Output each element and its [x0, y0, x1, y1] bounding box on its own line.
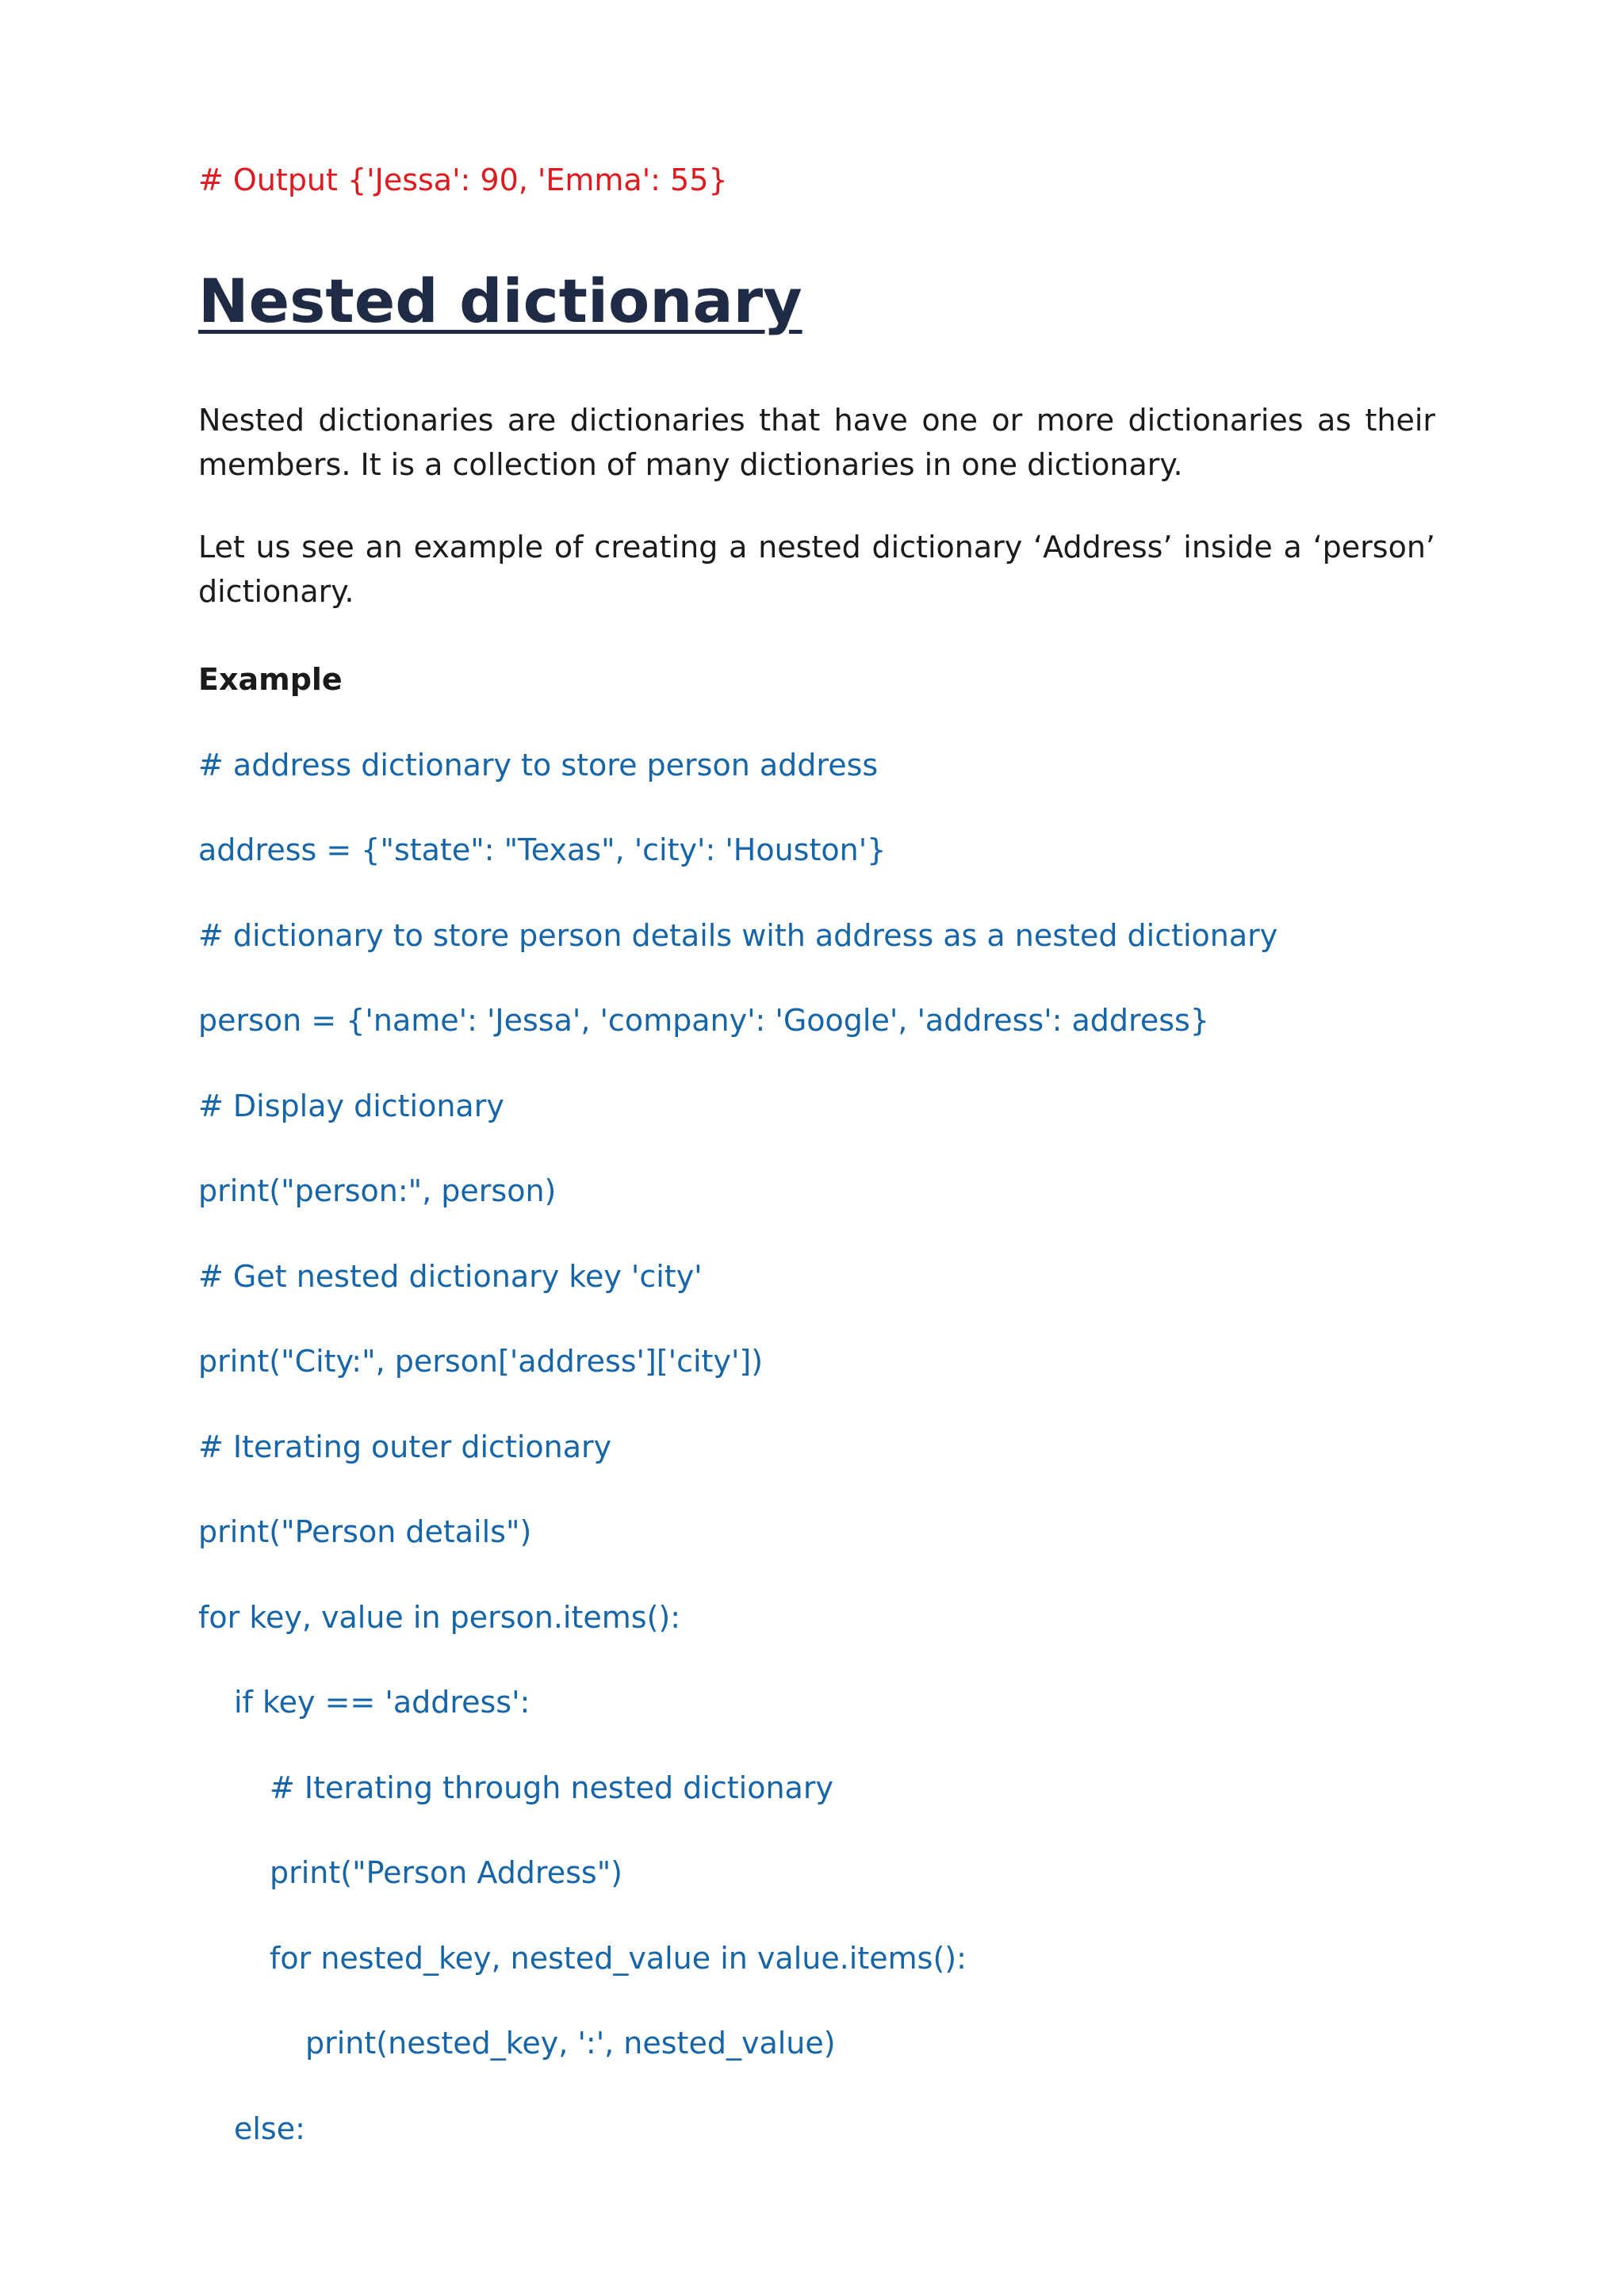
code-line: for key, value in person.items():: [198, 1600, 681, 1635]
code-line: print("City:", person['address']['city']): [198, 1344, 764, 1379]
code-line: # dictionary to store person details with address as a nested dictionary: [198, 918, 1278, 953]
output-comment: # Output {'Jessa': 90, 'Emma': 55}: [198, 163, 728, 197]
code-line: print("person:", person): [198, 1173, 557, 1208]
code-line: # Get nested dictionary key 'city': [198, 1259, 703, 1294]
example-intro-paragraph: Let us see an example of creating a nested dictionary ‘Address’ inside a ‘person’ dictionary.: [198, 530, 1435, 609]
code-line: print("Person Address"): [270, 1855, 622, 1890]
code-line: address = {"state": "Texas", 'city': 'Houston'}: [198, 832, 887, 867]
code-line: for nested_key, nested_value in value.items():: [270, 1941, 967, 1976]
code-line: if key == 'address':: [234, 1685, 530, 1720]
code-line: print(nested_key, ':', nested_value): [305, 2026, 836, 2061]
code-line: # Display dictionary: [198, 1089, 504, 1123]
code-line: # Iterating outer dictionary: [198, 1429, 612, 1464]
code-line: # Iterating through nested dictionary: [270, 1770, 833, 1805]
code-line: print("Person details"): [198, 1514, 532, 1549]
section-heading: Nested dictionary: [198, 266, 802, 336]
example-label: Example: [198, 662, 343, 697]
intro-paragraph: Nested dictionaries are dictionaries that have one or more dictionaries as their members. It is a collection of many dictionaries in one dictionary.: [198, 403, 1435, 482]
code-line: # address dictionary to store person address: [198, 748, 879, 783]
code-line: else:: [234, 2111, 305, 2146]
code-line: person = {'name': 'Jessa', 'company': 'Google', 'address': address}: [198, 1003, 1209, 1038]
